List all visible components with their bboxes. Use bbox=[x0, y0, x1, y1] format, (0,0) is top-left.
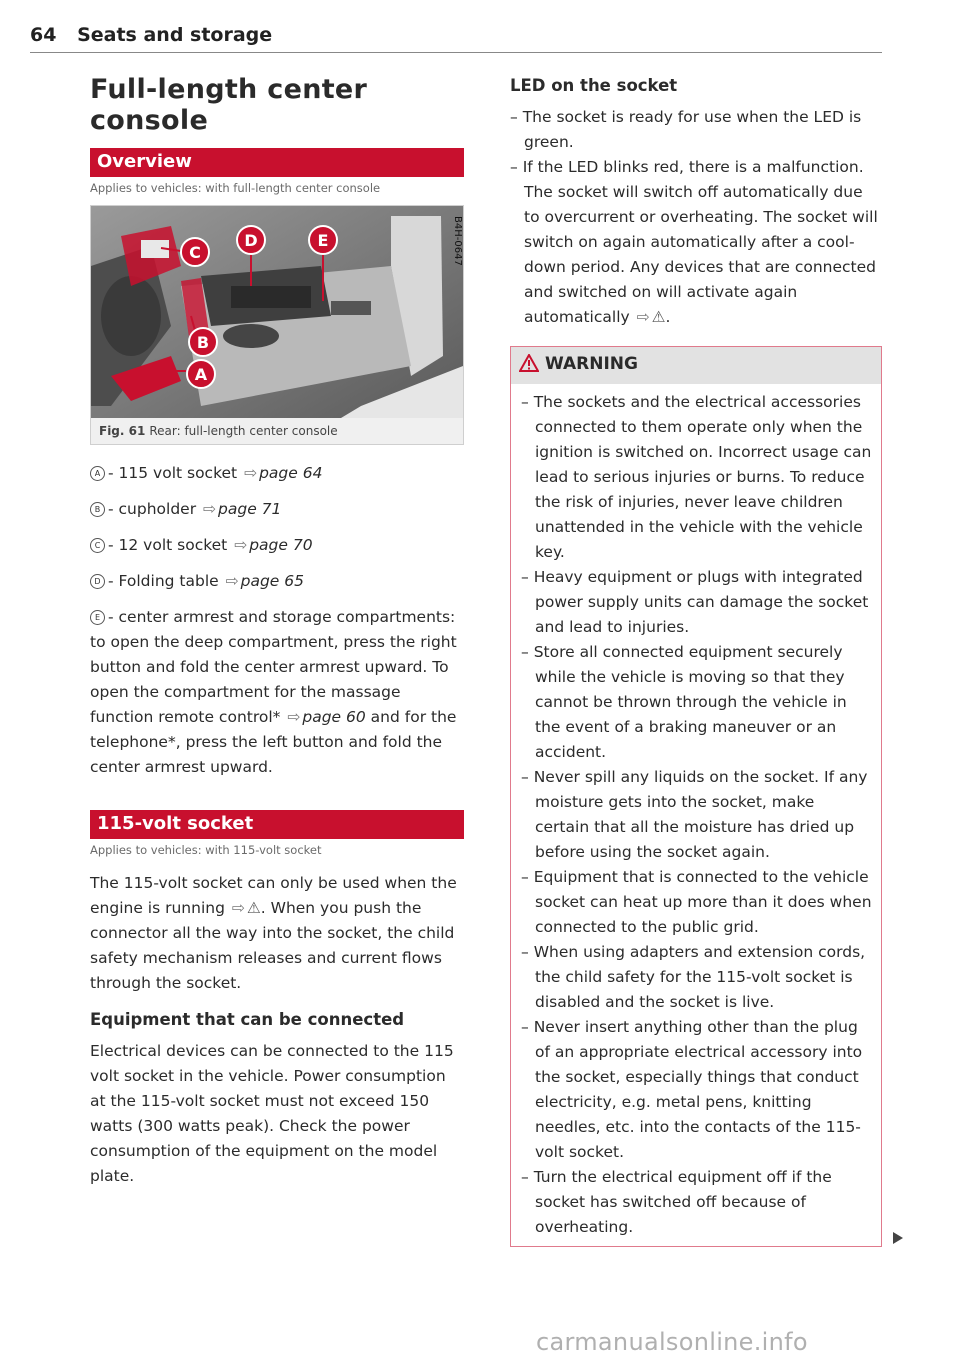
list-item: – When using adapters and extension cords, the child safety for the 115-volt socket is disabled and the socket is live. bbox=[521, 940, 873, 1015]
callout-c-label: C bbox=[189, 243, 201, 262]
equip-heading: Equipment that can be connected bbox=[90, 1010, 405, 1029]
circle-a-icon: A bbox=[90, 466, 105, 481]
button-row bbox=[231, 286, 311, 308]
list-item: – The sockets and the electrical accessories connected to them operate only when the ignition is switched on. Incorrect usage can lead to serious injuries or burns. To reduce the risk of injuries, never leave children unattended in the vehicle with the vehicle key. bbox=[521, 390, 873, 565]
watermark: carmanualsonline.info bbox=[536, 1328, 808, 1356]
page-ref-link[interactable]: page 65 bbox=[240, 572, 304, 590]
callout-a-label: A bbox=[194, 365, 208, 384]
led-heading: LED on the socket bbox=[510, 76, 678, 95]
legend-item-d bbox=[90, 569, 464, 594]
page-header bbox=[30, 24, 272, 46]
callout-d-icon bbox=[237, 226, 265, 254]
legend-item-e bbox=[90, 605, 464, 780]
callout-b-label: B bbox=[196, 333, 210, 352]
arrow-icon: ⇨ bbox=[234, 536, 248, 554]
page-ref-link[interactable]: page 64 bbox=[259, 464, 323, 482]
socket-panel bbox=[331, 301, 371, 315]
overview-heading: Overview bbox=[90, 148, 464, 177]
socket-heading: 115-volt socket bbox=[90, 810, 464, 839]
warning-list bbox=[521, 390, 873, 1240]
legend-text: - Folding table bbox=[108, 572, 219, 590]
arrow-icon: ⇨ bbox=[636, 308, 650, 326]
figure-caption bbox=[91, 418, 463, 444]
list-item: – Never insert anything other than the plug of an appropriate electrical accessory into the socket, especially things that conduct electricity, e.g. metal pens, knitting needles, etc. into the contacts of the 115-volt socket. bbox=[521, 1015, 873, 1165]
legend-item-b bbox=[90, 497, 464, 522]
left-column bbox=[90, 74, 464, 1189]
list-item: – Store all connected equipment securely while the vehicle is moving so that they cannot be thrown through the vehicle in the event of a braking maneuver or an accident. bbox=[521, 640, 873, 765]
figure-61 bbox=[90, 205, 464, 445]
list-item: – If the LED blinks red, there is a malfunction. The socket will switch off automatically due to overcurrent or overheating. The socket will switch on again automatically after a cool-down period. Any devices that are connected and switched on will activate again automatically ⇨ ⚠. bbox=[510, 155, 882, 330]
socket-applies: Applies to vehicles: with 115-volt socket bbox=[90, 843, 322, 857]
callout-c-icon bbox=[181, 238, 209, 266]
arrow-icon: ⇨ bbox=[225, 572, 239, 590]
header-rule bbox=[30, 52, 882, 53]
legend-text: - cupholder bbox=[108, 500, 197, 518]
callout-e-label: E bbox=[317, 231, 329, 250]
page-ref-link[interactable]: page 71 bbox=[218, 500, 282, 518]
equip-paragraph: Electrical devices can be connected to the 115 volt socket in the vehicle. Power consumption at the 115-volt socket must not exceed 150 watts (300 watts peak). Check the power consumption of the equipment on the model plate. bbox=[90, 1042, 454, 1185]
warning-title: WARNING bbox=[545, 354, 638, 374]
figure-number: Fig. 61 bbox=[99, 424, 146, 438]
legend-item-c bbox=[90, 533, 464, 558]
callout-d-label: D bbox=[244, 231, 258, 250]
figure-caption-text: Rear: full-length center console bbox=[149, 424, 338, 438]
legend-text: - center armrest and storage compartments: to open the deep compartment, press the right button and fold the center armrest upward. To open the compartment for the massage function remote control* bbox=[90, 608, 457, 726]
circle-b-icon: B bbox=[90, 502, 105, 517]
page-number: 64 bbox=[30, 24, 57, 46]
arrow-icon: ⇨ bbox=[244, 464, 258, 482]
socket-paragraph: The 115-volt socket can only be used when the engine is running ⇨ ⚠. When you push the connector all the way into the socket, the child safety mechanism releases and current flows through the socket. bbox=[90, 874, 457, 992]
figure-code: B4H-0647 bbox=[452, 216, 463, 266]
list-item: – The socket is ready for use when the LED is green. bbox=[510, 105, 882, 155]
continue-arrow-icon bbox=[893, 1232, 903, 1244]
right-column bbox=[510, 74, 882, 1247]
arrow-icon: ⇨ bbox=[231, 899, 245, 917]
legend-list bbox=[90, 461, 464, 780]
list-item: – Equipment that is connected to the vehicle socket can heat up more than it does when connected to the public grid. bbox=[521, 865, 873, 940]
list-item: – Turn the electrical equipment off if the socket has switched off because of overheating. bbox=[521, 1165, 873, 1240]
legend-item-a bbox=[90, 461, 464, 486]
arrow-icon: ⇨ bbox=[203, 500, 217, 518]
section-title: Seats and storage bbox=[77, 24, 273, 46]
callout-b-icon bbox=[189, 328, 217, 356]
console-illustration bbox=[91, 206, 463, 418]
led-list bbox=[510, 105, 882, 330]
legend-text: - 12 volt socket bbox=[108, 536, 228, 554]
circle-e-icon: E bbox=[90, 610, 105, 625]
legend-text-cont: and for the telephone*, press the left button and fold the center armrest upward. bbox=[90, 708, 457, 776]
legend-text: - 115 volt socket bbox=[108, 464, 238, 482]
list-item: – Heavy equipment or plugs with integrated power supply units can damage the socket and lead to injuries. bbox=[521, 565, 873, 640]
page-ref-link[interactable]: page 60 bbox=[302, 708, 366, 726]
page-title: Full-length center console bbox=[90, 74, 368, 136]
warning-triangle-icon[interactable]: ⚠ bbox=[246, 899, 261, 917]
warning-box bbox=[510, 346, 882, 1247]
callout-a-icon bbox=[187, 360, 215, 388]
warning-triangle-icon bbox=[519, 354, 539, 377]
warning-triangle-icon[interactable]: ⚠ bbox=[651, 308, 666, 326]
warning-header bbox=[511, 347, 881, 384]
cupholder-area bbox=[223, 324, 279, 348]
warning-body bbox=[511, 384, 881, 1246]
arrow-icon: ⇨ bbox=[287, 708, 301, 726]
circle-d-icon: D bbox=[90, 574, 105, 589]
list-item: – Never spill any liquids on the socket. If any moisture gets into the socket, make certain that all the moisture has dried up before using the socket again. bbox=[521, 765, 873, 865]
callout-e-icon bbox=[309, 226, 337, 254]
page-ref-link[interactable]: page 70 bbox=[249, 536, 313, 554]
door-detail bbox=[101, 276, 161, 356]
circle-c-icon: C bbox=[90, 538, 105, 553]
overview-applies: Applies to vehicles: with full-length center console bbox=[90, 181, 381, 195]
